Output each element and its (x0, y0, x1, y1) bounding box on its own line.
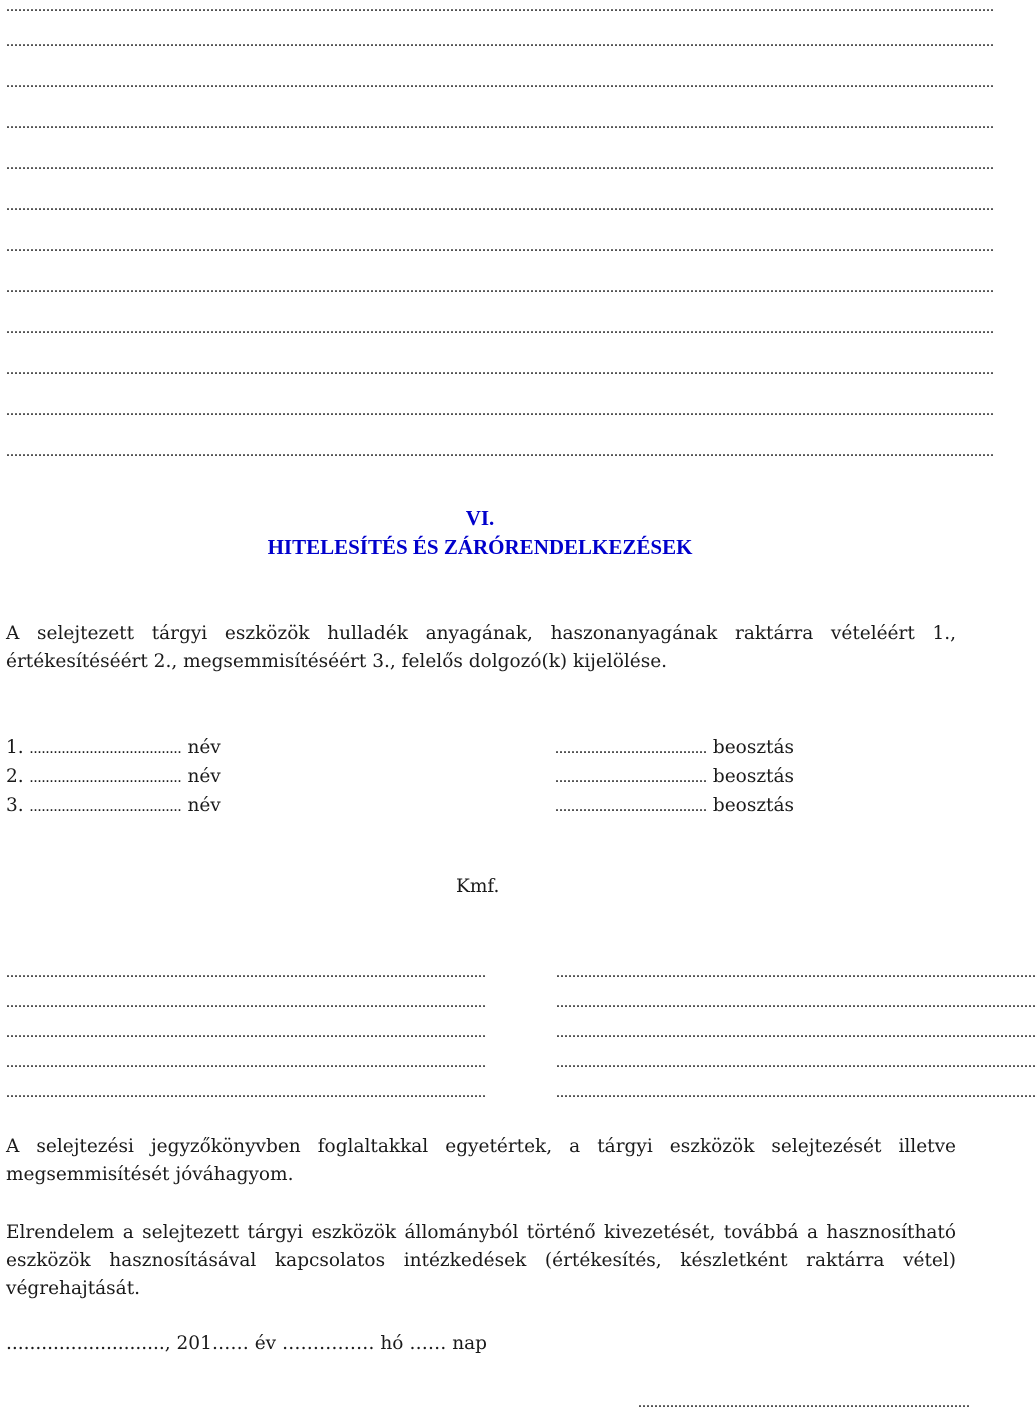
paragraph-line: megsemmisítését jóváhagyom. (6, 1164, 294, 1185)
dotted-line: ....................................................................................................................................................................................................................................................... (6, 238, 994, 255)
paragraph-line: végrehajtását. (6, 1278, 141, 1299)
signature-dots-left: ........................................................................................................................ (6, 1024, 486, 1041)
section-title: HITELESÍTÉS ÉS ZÁRÓRENDELKEZÉSEK (267, 535, 693, 559)
position-dots: ...................................... (555, 798, 707, 815)
signature-dots-right: ........................................................................................................................ (556, 1084, 1036, 1101)
row-number: 3. (6, 795, 24, 816)
assignee-row (6, 734, 221, 762)
approval-paragraph (6, 1133, 956, 1189)
signature-dots-right: ........................................................................................................................ (556, 1054, 1036, 1071)
dotted-line: ....................................................................................................................................................................................................................................................... (6, 320, 994, 337)
paragraph-line: Elrendelem a selejtezett tárgyi eszközök állományból történő kivezetését, továbbá a hasznosítható (6, 1222, 956, 1243)
signature-dots-left: ........................................................................................................................ (6, 1054, 486, 1071)
signature-dots-right: ........................................................................................................................ (556, 1024, 1036, 1041)
signature-dots-right: ........................................................................................................................ (556, 964, 1036, 981)
dotted-line: ....................................................................................................................................................................................................................................................... (6, 443, 994, 460)
position-field (555, 792, 794, 820)
date-line: ..........................., 201…… év …………… hó …… nap (6, 1333, 487, 1354)
position-dots: ...................................... (555, 740, 707, 757)
row-number: 2. (6, 766, 24, 787)
dotted-line: ....................................................................................................................................................................................................................................................... (6, 74, 994, 91)
dotted-line: ....................................................................................................................................................................................................................................................... (6, 156, 994, 173)
intro-paragraph (6, 620, 956, 676)
assignee-row (6, 792, 221, 820)
paragraph-line: értékesítéséért 2., megsemmisítéséért 3., felelős dolgozó(k) kijelölése. (6, 651, 668, 672)
paragraph-line: A selejtezett tárgyi eszközök hulladék anyagának, haszonanyagának raktárra vételéért 1., (6, 623, 956, 644)
assignee-row (6, 763, 221, 791)
position-label: beosztás (712, 795, 795, 816)
name-dots: ...................................... (29, 740, 182, 757)
final-signature-dots: ................................................................................... (638, 1394, 970, 1411)
dotted-line: ....................................................................................................................................................................................................................................................... (6, 361, 994, 378)
position-label: beosztás (712, 737, 795, 758)
position-label: beosztás (712, 766, 795, 787)
signature-dots-left: ........................................................................................................................ (6, 994, 486, 1011)
row-number: 1. (6, 737, 24, 758)
name-label: név (187, 795, 221, 816)
position-field (555, 763, 794, 791)
dotted-line: ....................................................................................................................................................................................................................................................... (6, 33, 994, 50)
signature-dots-right: ........................................................................................................................ (556, 994, 1036, 1011)
order-paragraph (6, 1219, 956, 1303)
dotted-line: ....................................................................................................................................................................................................................................................... (6, 115, 994, 132)
position-dots: ...................................... (555, 769, 707, 786)
signature-dots-left: ........................................................................................................................ (6, 964, 486, 981)
section-number: VI. (465, 506, 495, 530)
name-label: név (187, 737, 221, 758)
position-field (555, 734, 794, 762)
paragraph-line: eszközök hasznosításával kapcsolatos intézkedések (értékesítés, készletként raktárra vétel) (6, 1250, 956, 1271)
dotted-line: ....................................................................................................................................................................................................................................................... (6, 197, 994, 214)
name-dots: ...................................... (29, 798, 182, 815)
dotted-line: ....................................................................................................................................................................................................................................................... (6, 402, 994, 419)
name-label: név (187, 766, 221, 787)
dotted-line: ....................................................................................................................................................................................................................................................... (6, 0, 994, 15)
kmf-label: Kmf. (456, 876, 500, 897)
name-dots: ...................................... (29, 769, 182, 786)
signature-dots-left: ........................................................................................................................ (6, 1084, 486, 1101)
dotted-line: ....................................................................................................................................................................................................................................................... (6, 279, 994, 296)
paragraph-line: A selejtezési jegyzőkönyvben foglaltakkal egyetértek, a tárgyi eszközök selejtezését illetve (6, 1136, 956, 1157)
